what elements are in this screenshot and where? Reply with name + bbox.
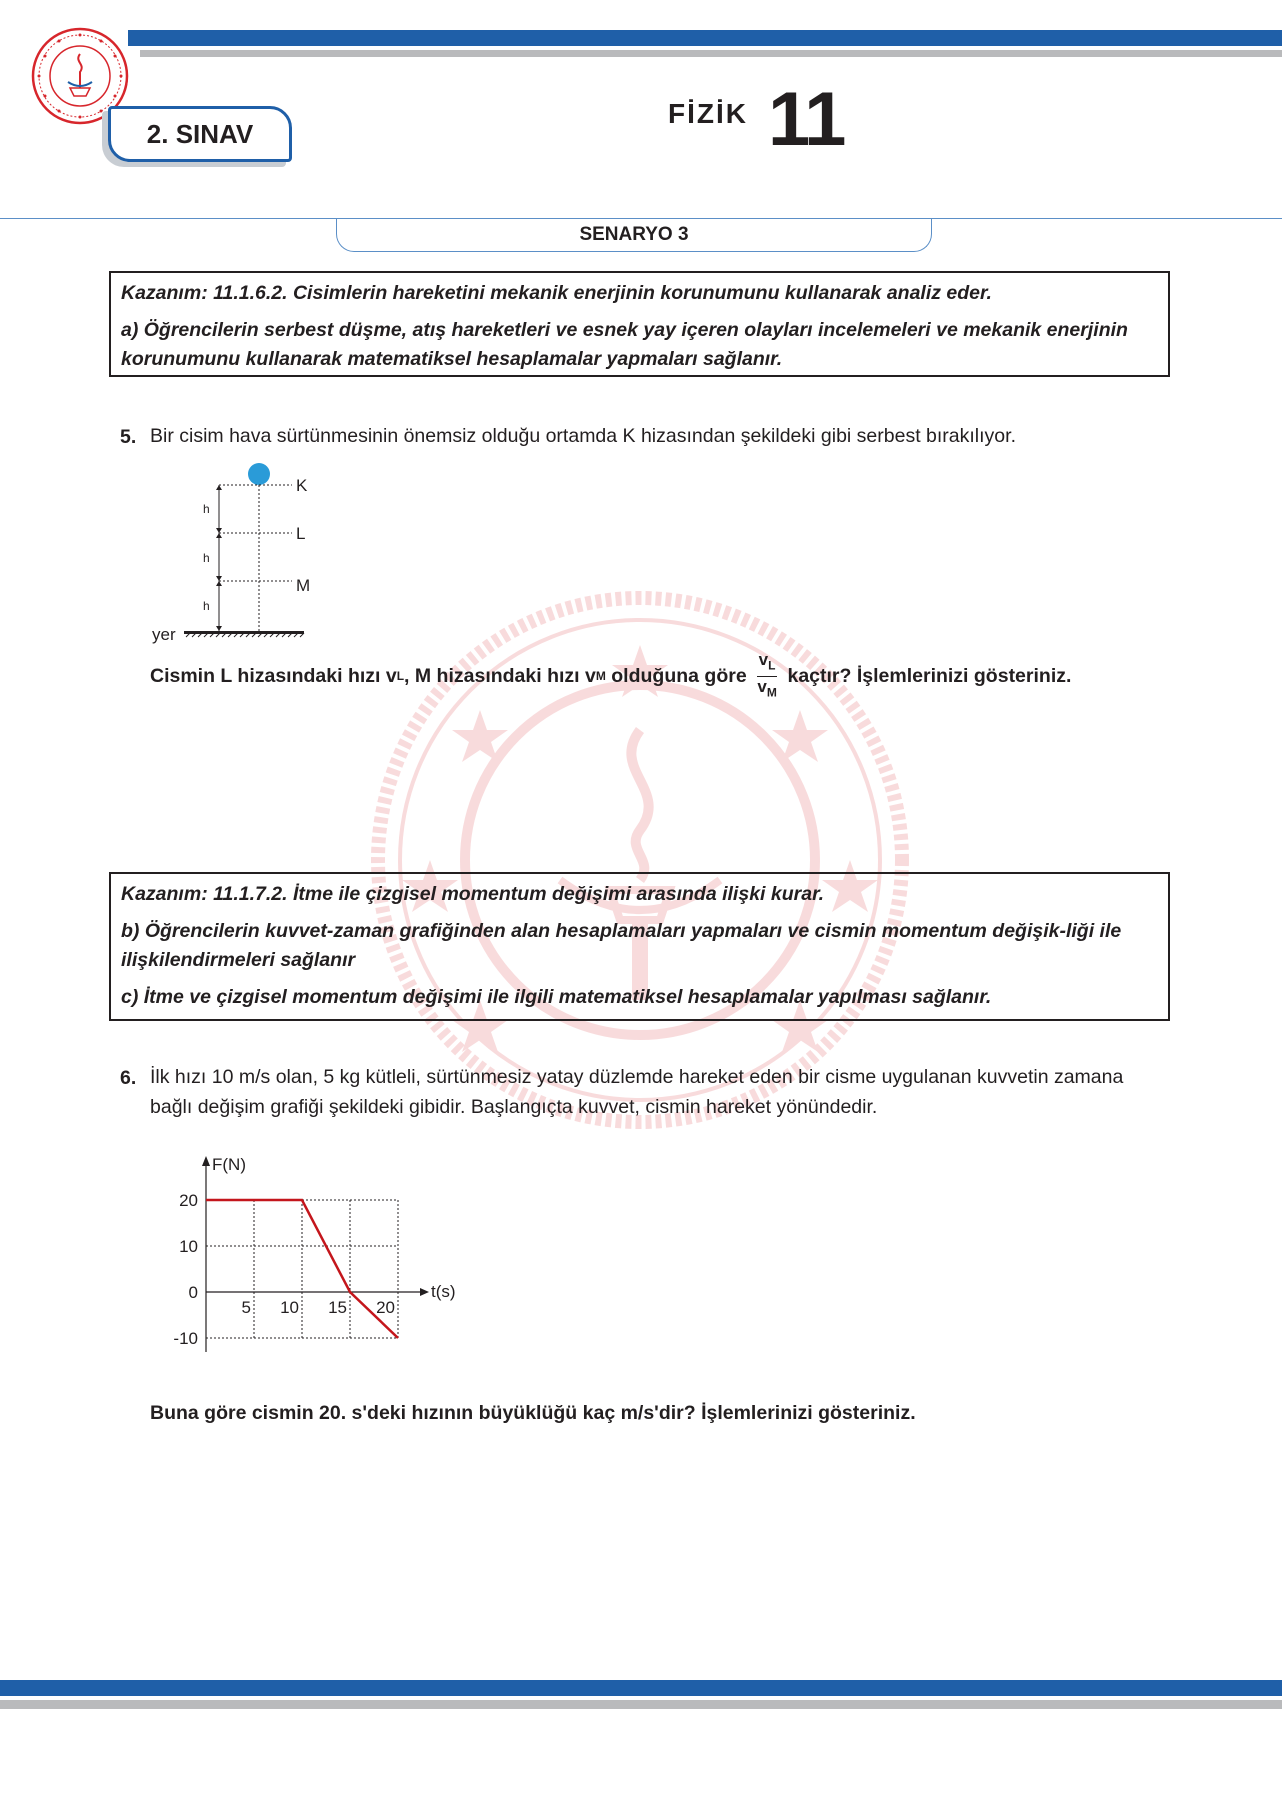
velocity-ratio [757, 650, 778, 702]
ground-label: yer [152, 625, 176, 644]
ball-icon [248, 463, 270, 485]
section-title: SENARYO 3 [336, 219, 932, 252]
x-tick-5: 5 [241, 1298, 251, 1317]
grade-number: 11 [768, 77, 845, 162]
question-6-number: 6. [120, 1067, 137, 1089]
x-tick-15: 15 [328, 1298, 347, 1317]
x-axis-label: t(s) [431, 1282, 456, 1301]
kazanim-2-item-c: c) İtme ve çizgisel momentum değişimi ile ilgili matematiksel hesaplamalar yapılması sağlanır. [121, 986, 992, 1008]
question-5-number: 5. [120, 426, 137, 448]
header-sub-bar [140, 50, 1282, 57]
subject-title: FİZİK [668, 98, 748, 129]
kazanim-1-item-a: a) Öğrencilerin serbest düşme, atış hareketleri ve esnek yay içeren olayları incelemeleri ve mekanik enerjinin korunumunu kullanarak matematiksel hesaplamalar yapmaları sağlanır. [121, 319, 1128, 370]
ask-part-2: , M hizasındaki hızı v [404, 664, 596, 687]
y-axis-arrow [202, 1156, 210, 1166]
free-fall-figure [140, 455, 340, 655]
kazanim-box-1 [109, 271, 1170, 377]
question-5-text: Bir cisim hava sürtünmesinin önemsiz olduğu ortamda K hizasından şekildeki gibi serbest bırakılıyor. [150, 425, 1016, 447]
question-6-ask: Buna göre cismin 20. s'deki hızının büyüklüğü kaç m/s'dir? İşlemlerinizi gösteriniz. [150, 1402, 916, 1424]
kazanim-1-title: Kazanım: 11.1.6.2. Cisimlerin hareketini mekanik enerjinin korunumunu kullanarak analiz eder. [121, 282, 992, 304]
ask-sub-l: L [396, 669, 405, 683]
frac-den-sub: M [766, 684, 777, 699]
question-6-text: İlk hızı 10 m/s olan, 5 kg kütleli, sürtünmesiz yatay düzlemde hareket eden bir cisme uygulanan kuvvetin zamana bağlı değişim grafiği şekildeki gibidir. Başlangıçta kuvvet, cismin hareket yönündedir. [150, 1066, 1124, 1118]
x-axis-arrow [420, 1288, 429, 1296]
y-axis-label: F(N) [212, 1155, 246, 1174]
y-tick--10: -10 [173, 1329, 198, 1348]
ask-sub-m: M [595, 669, 606, 683]
kazanim-2-title: Kazanım: 11.1.7.2. İtme ile çizgisel momentum değişimi arasında ilişki kurar. [121, 883, 824, 905]
level-k-label: K [296, 476, 308, 495]
footer-bar [0, 1680, 1282, 1696]
ask-part-3: olduğuna göre [605, 664, 747, 687]
kazanim-box-2 [109, 872, 1170, 1021]
footer-sub-bar [0, 1700, 1282, 1709]
h-label-2: h [203, 551, 210, 565]
level-l-label: L [296, 524, 306, 543]
y-tick-10: 10 [179, 1237, 198, 1256]
frac-den: v [757, 676, 767, 696]
force-time-chart [160, 1150, 460, 1370]
question-5-ask [150, 650, 1190, 702]
ask-part-1: Cismin L hizasındaki hızı v [150, 664, 397, 687]
ask-part-4: kaçtır? İşlemlerinizi gösteriniz. [787, 664, 1072, 687]
frac-num-sub: L [768, 658, 776, 673]
frac-num: v [758, 650, 769, 670]
y-tick-0: 0 [188, 1283, 198, 1302]
level-m-label: M [296, 576, 311, 595]
x-tick-20: 20 [376, 1298, 395, 1317]
kazanim-2-item-b: b) Öğrencilerin kuvvet-zaman grafiğinden alan hesaplamaları yapmaları ve cismin momentum değişik-liği ile ilişkilendirmeleri sağlanır [121, 920, 1122, 971]
header-top-bar [128, 30, 1282, 46]
h-label-1: h [203, 502, 210, 516]
y-tick-20: 20 [179, 1191, 198, 1210]
x-tick-10: 10 [280, 1298, 299, 1317]
exam-label: 2. SINAV [108, 106, 292, 162]
h-label-3: h [203, 599, 210, 613]
